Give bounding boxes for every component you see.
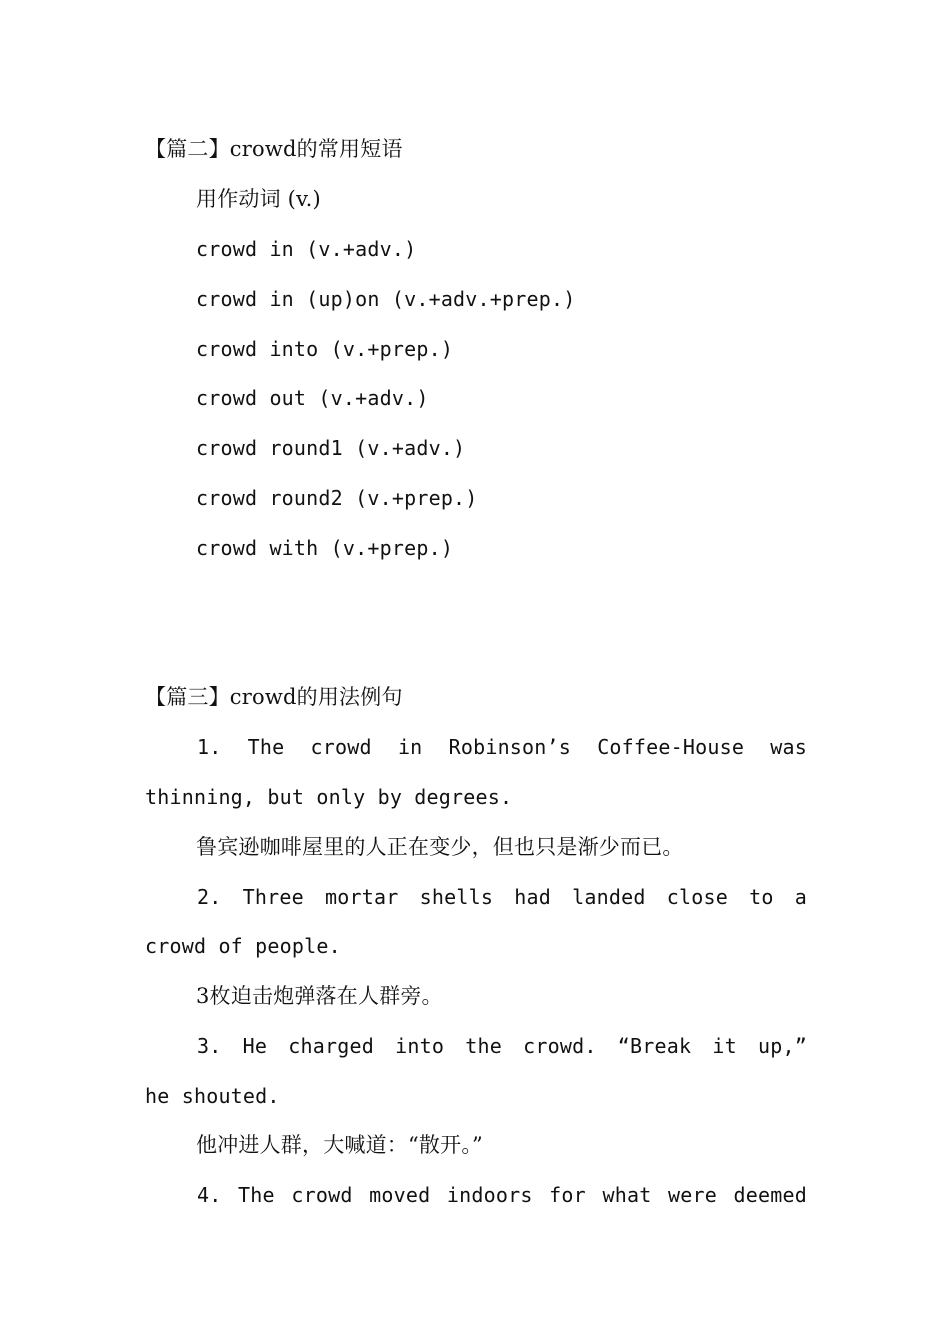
example-1-english-line1: 1. The crowd in Robinson’s Coffee-House was (197, 735, 807, 759)
example-3-english-line1: 3. He charged into the crowd. “Break it up,” (197, 1034, 807, 1058)
example-1-chinese: 鲁宾逊咖啡屋里的人正在变少，但也只是渐少而已。 (196, 835, 684, 859)
section3-heading: 【篇三】crowd的用法例句 (145, 685, 403, 709)
phrase-item: crowd out (v.+adv.) (196, 386, 429, 410)
example-4-english-line1: 4. The crowd moved indoors for what were deemed (197, 1183, 807, 1207)
example-3-chinese: 他冲进人群，大喊道：“散开。” (196, 1133, 483, 1157)
phrase-item: crowd in (v.+adv.) (196, 237, 417, 261)
section2-subheading: 用作动词 (v.) (196, 187, 321, 211)
phrase-item: crowd round2 (v.+prep.) (196, 486, 478, 510)
example-2-english-line1: 2. Three mortar shells had landed close to a (197, 885, 807, 909)
phrase-item: crowd round1 (v.+adv.) (196, 436, 466, 460)
phrase-item: crowd in (up)on (v.+adv.+prep.) (196, 287, 576, 311)
section2-heading: 【篇二】crowd的常用短语 (145, 137, 403, 161)
example-1-english-line2: thinning, but only by degrees. (145, 785, 513, 809)
phrase-item: crowd with (v.+prep.) (196, 536, 454, 560)
example-2-english-line2: crowd of people. (145, 934, 341, 958)
example-3-english-line2: he shouted. (145, 1084, 280, 1108)
example-2-chinese: 3枚迫击炮弹落在人群旁。 (196, 984, 443, 1008)
phrase-item: crowd into (v.+prep.) (196, 337, 454, 361)
